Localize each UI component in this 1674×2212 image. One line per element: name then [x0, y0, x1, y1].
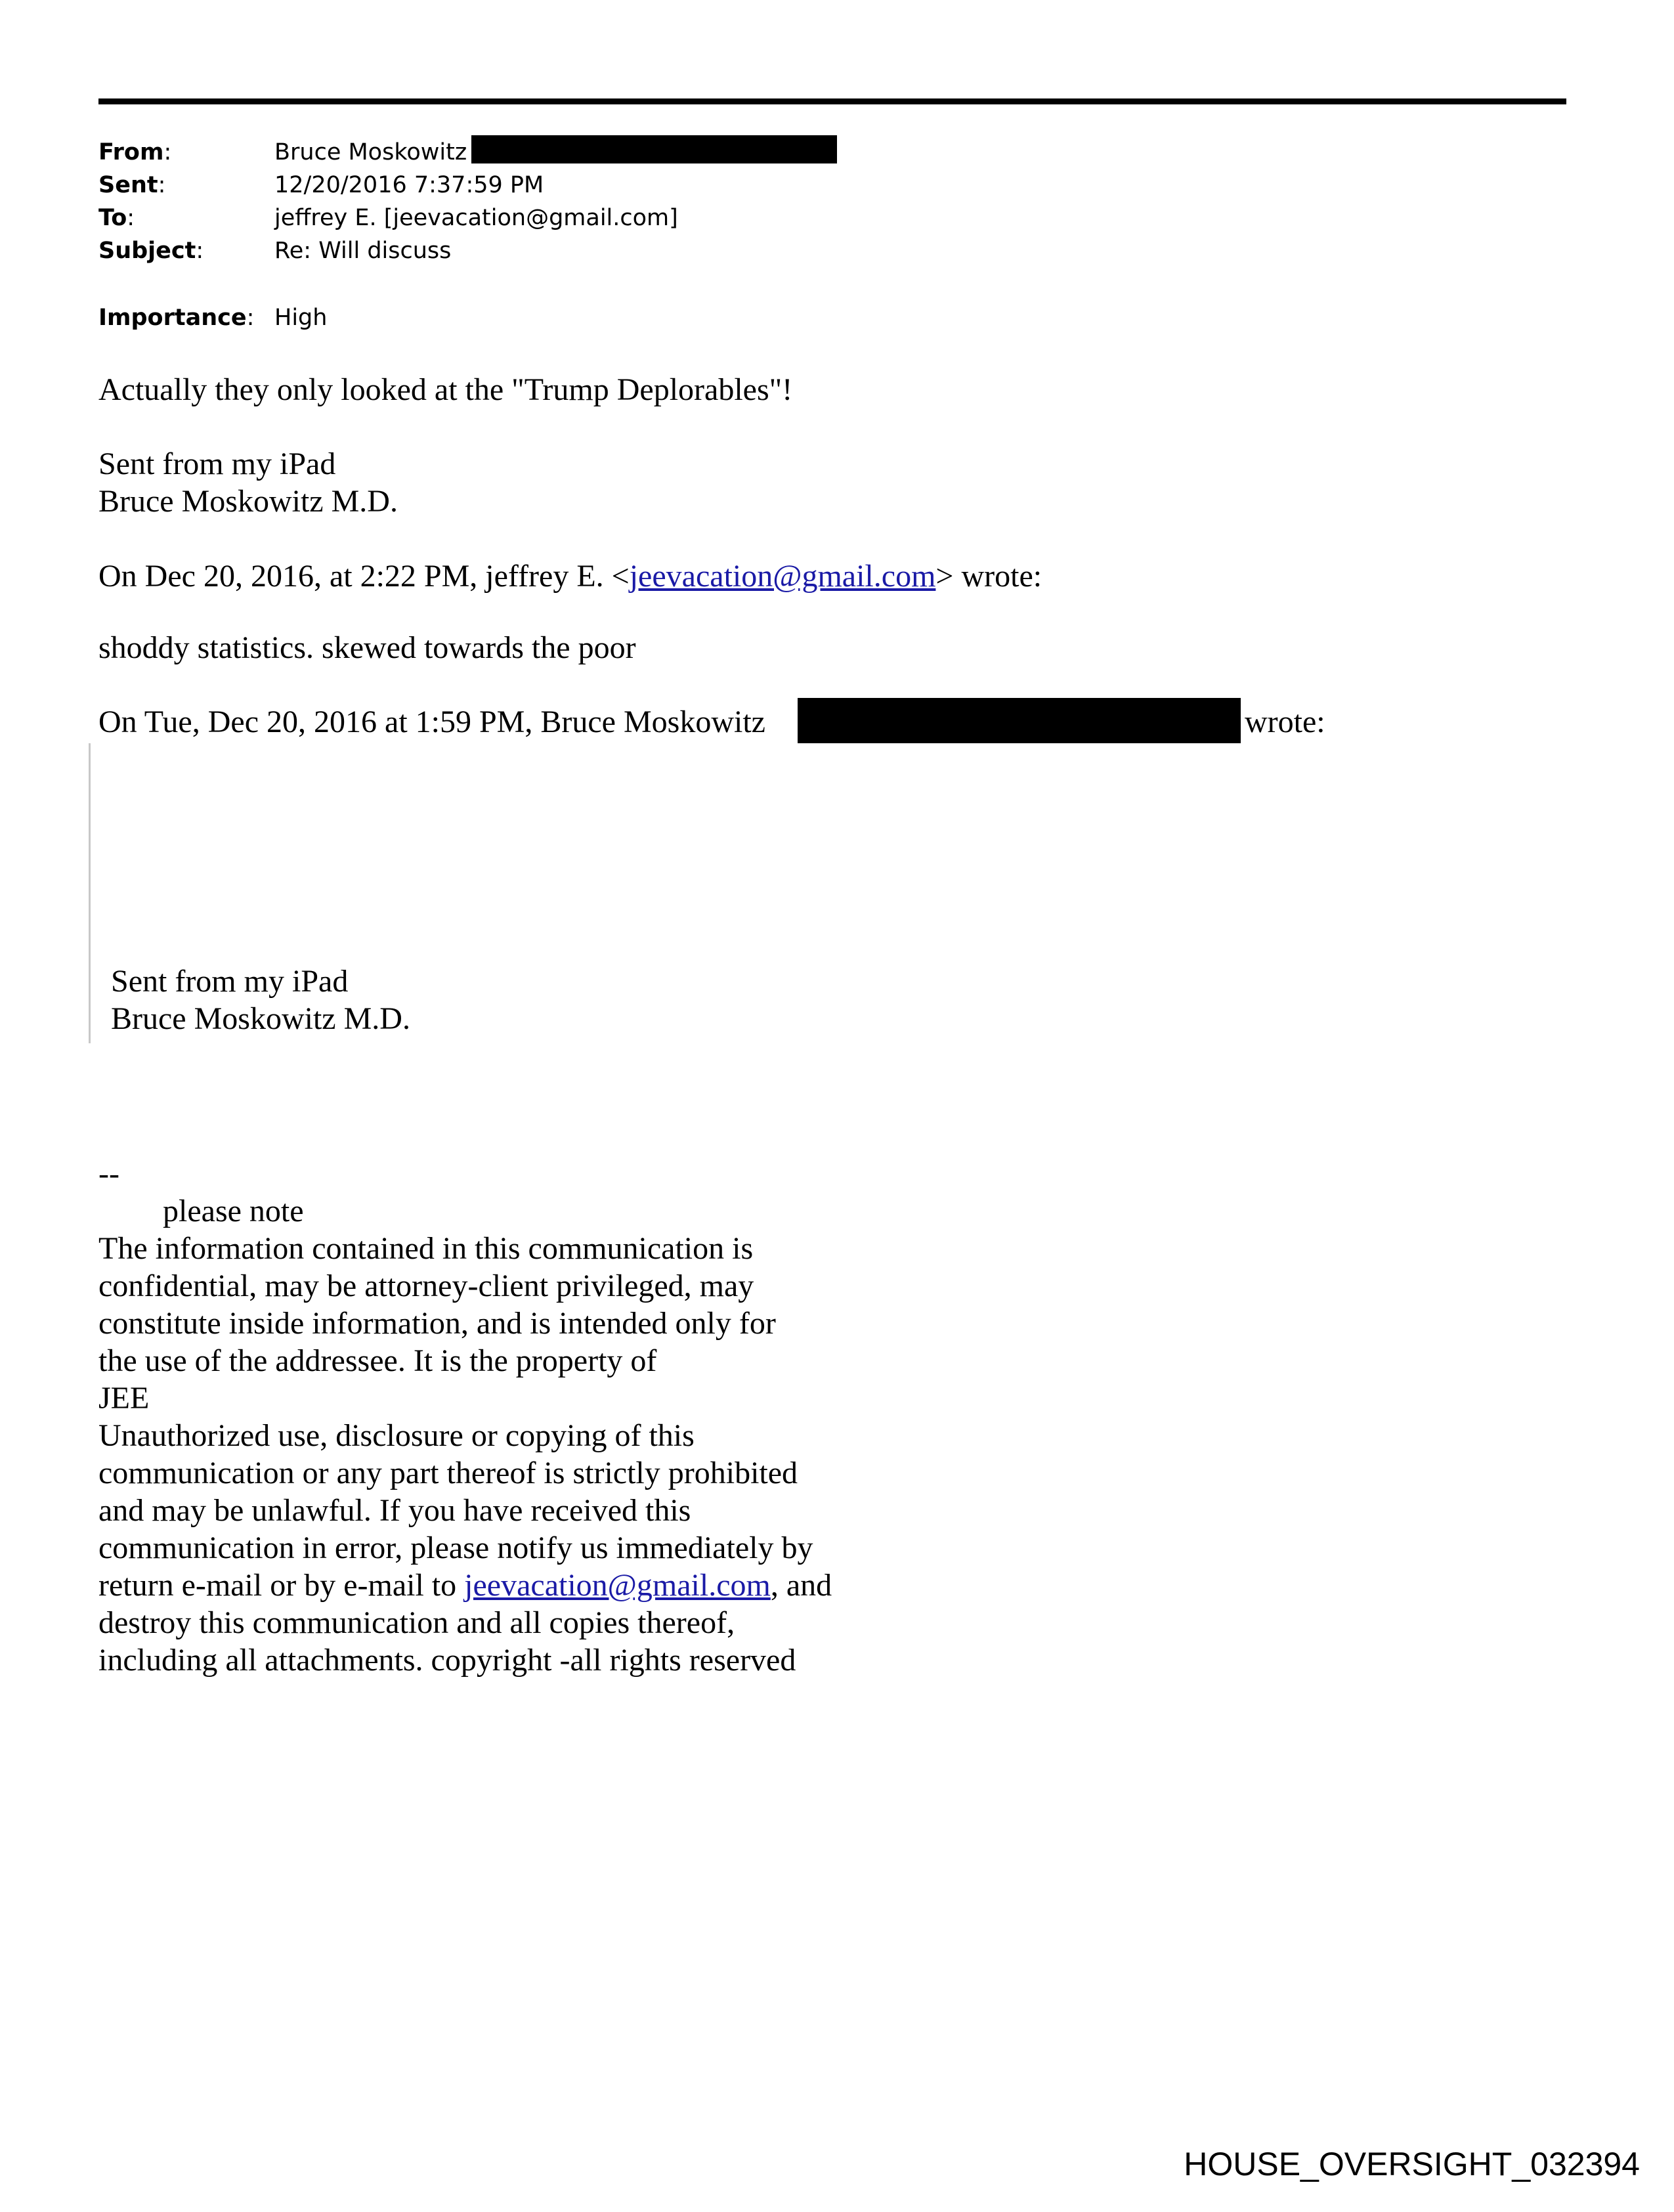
disclaimer-line: communication or any part thereof is strictly prohibited: [98, 1456, 798, 1490]
redaction-bruce-email: [798, 698, 1241, 743]
disclaimer-line: JEE: [98, 1381, 150, 1416]
quote-bar: [89, 743, 91, 1043]
disclaimer-line: including all attachments. copyright -all rights reserved: [98, 1643, 796, 1678]
jeffrey-reply-text: shoddy statistics. skewed towards the poor: [98, 630, 636, 665]
sent-label: Sent: [98, 172, 158, 198]
to-value: jeffrey E. [jeevacation@gmail.com]: [274, 205, 678, 231]
disclaimer-line: destroy this communication and all copies thereof,: [98, 1605, 735, 1640]
disclaimer-line: and may be unlawful. If you have received this: [98, 1493, 691, 1528]
disclaimer-line: Unauthorized use, disclosure or copying of this: [98, 1418, 695, 1453]
importance-label: Importance: [98, 305, 247, 331]
signature-line-1: Sent from my iPad: [98, 446, 336, 481]
disclaimer-line: constitute inside information, and is intended only for: [98, 1306, 776, 1341]
from-label: From: [98, 139, 164, 165]
importance-value: High: [274, 305, 328, 331]
quote-header-bruce-suffix: wrote:: [1245, 705, 1325, 739]
email-link[interactable]: jeevacation@gmail.com: [464, 1568, 771, 1603]
disclaimer-line: communication in error, please notify us immediately by: [98, 1530, 813, 1565]
disclaimer-please-note: please note: [163, 1194, 304, 1228]
disclaimer-line: confidential, may be attorney-client privileged, may: [98, 1269, 754, 1303]
sent-value: 12/20/2016 7:37:59 PM: [274, 172, 544, 198]
subject-label: Subject: [98, 238, 196, 264]
from-value: Bruce Moskowitz: [274, 139, 467, 165]
quote-header-bruce: On Tue, Dec 20, 2016 at 1:59 PM, Bruce Moskowitz: [98, 705, 765, 739]
email-link[interactable]: jeevacation@gmail.com: [629, 559, 936, 594]
subject-value: Re: Will discuss: [274, 238, 452, 264]
disclaimer-line: The information contained in this communication is: [98, 1231, 754, 1266]
signature-line-2: Bruce Moskowitz M.D.: [98, 484, 398, 519]
disclaimer-line: the use of the addressee. It is the property of: [98, 1343, 657, 1378]
to-label: To: [98, 205, 127, 231]
top-rule: [98, 98, 1566, 104]
redaction-from-email: [471, 135, 837, 163]
quote-header-jeffrey: On Dec 20, 2016, at 2:22 PM, jeffrey E. <jeevacation@gmail.com> wrote:: [98, 559, 1042, 594]
quoted-signature-line-2: Bruce Moskowitz M.D.: [111, 1001, 410, 1036]
disclaimer-return-line: return e-mail or by e-mail to jeevacation@gmail.com, and: [98, 1568, 832, 1603]
reply-text: Actually they only looked at the "Trump Deplorables"!: [98, 372, 793, 407]
document-id: HOUSE_OVERSIGHT_032394: [1184, 2146, 1640, 2182]
quoted-signature-line-1: Sent from my iPad: [111, 964, 349, 999]
disclaimer-dashes: --: [98, 1156, 119, 1191]
